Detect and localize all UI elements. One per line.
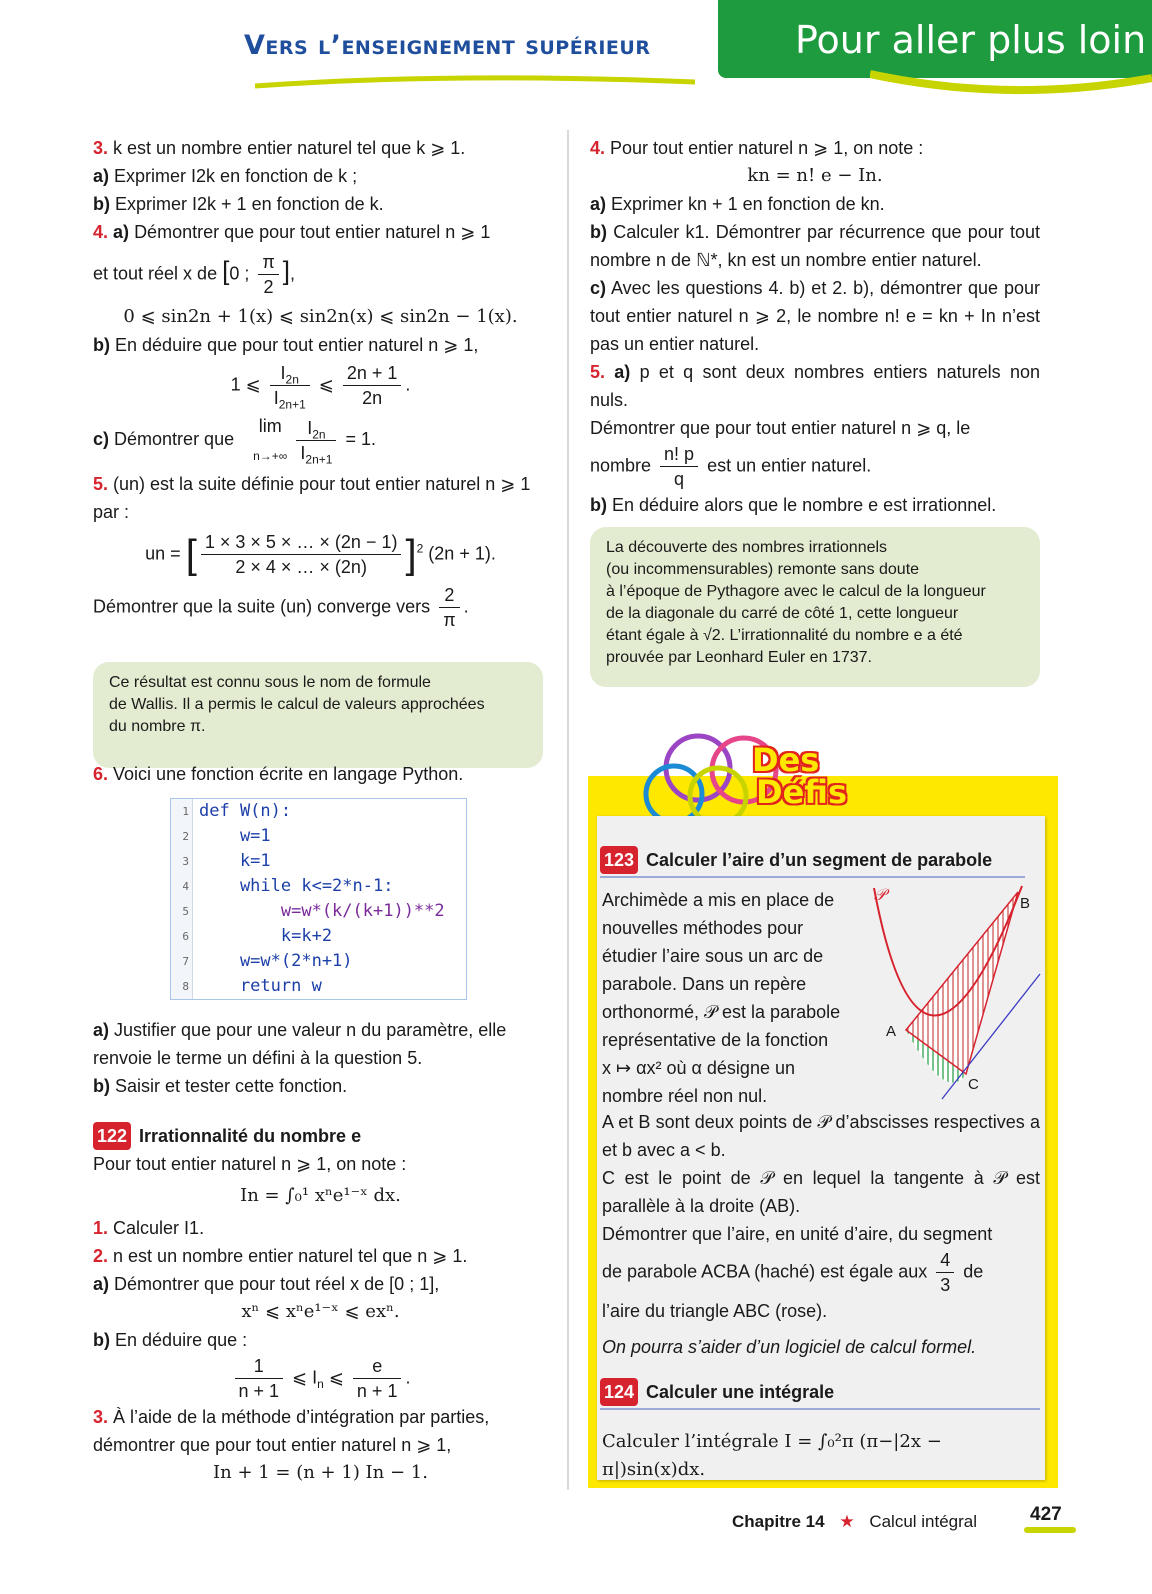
code-line: 5 w=w*(k/(k+1))**2 bbox=[171, 899, 466, 924]
left-column bbox=[93, 134, 548, 632]
e1: 1. Calculer I1. bbox=[93, 1218, 205, 1238]
label-A: A bbox=[886, 1023, 897, 1040]
code-line: 4 while k<=2*n-1: bbox=[171, 874, 466, 899]
e2b-ineq: $\frac{1}{n + 1}$ ⩽ $I_n$ ⩽ $\frac{e}{n + 1}$ . bbox=[93, 1354, 548, 1403]
right-column bbox=[590, 134, 1040, 519]
r5a: 5. a) p et q sont deux nombres entiers naturels non nuls. bbox=[590, 362, 1040, 410]
header-swoosh bbox=[250, 64, 700, 94]
q4b: b) En déduire que pour tout entier naturel n ⩾ 1, bbox=[93, 335, 479, 355]
code-line: 3 k=1 bbox=[171, 849, 466, 874]
banner-swoosh bbox=[870, 64, 1152, 104]
code-line: 2 w=1 bbox=[171, 824, 466, 849]
ex124-body: Calculer l’intégrale I = ∫₀²π (π−|2x − π|)sin(x)dx. bbox=[602, 1431, 942, 1480]
footer: Chapitre 14 ★ Calcul intégral bbox=[732, 1512, 978, 1531]
r5a2: Démontrer que pour tout entier naturel n ⩾ q, le bbox=[590, 418, 971, 438]
parabola-figure bbox=[862, 884, 1042, 1104]
q3a: a) Exprimer I2k en fonction de k ; bbox=[93, 166, 358, 186]
r5b: b) En déduire alors que le nombre e est irrationnel. bbox=[590, 495, 997, 515]
label-P: 𝒫 bbox=[874, 887, 886, 904]
q4b-ineq: 1 ⩽ $\frac{I_{2n}}{I_{2n+1}}$ ⩽ $\frac{2n + 1}{2n}$ . bbox=[230, 363, 411, 412]
r4-def: kn = n! e − In. bbox=[747, 165, 883, 186]
q6b: b) Saisir et tester cette fonction. bbox=[93, 1076, 348, 1096]
ex123-body: Archimède a mis en place de nouvelles méthodes pour étudier l’aire sous un arc de parabole. Dans un repère orthonormé, 𝒫 est la parabole représentative de la fonction x ↦ αx² où α désigne un nombre réel non nul. bbox=[602, 890, 841, 1106]
column-divider bbox=[567, 130, 569, 1490]
q3: 3. k est un nombre entier naturel tel que k ⩾ 1. bbox=[93, 138, 466, 158]
ex122-def: In = ∫₀¹ xⁿe¹⁻ˣ dx. bbox=[240, 1185, 401, 1206]
banner-title: Pour aller plus loin bbox=[795, 18, 1147, 62]
q6: 6. Voici une fonction écrite en langage Python. bbox=[93, 764, 464, 784]
ex122-intro: Pour tout entier naturel n ⩾ 1, on note : bbox=[93, 1154, 407, 1174]
section-title: Vers l’enseignement supérieur bbox=[244, 30, 651, 61]
note-wallis: Ce résultat est connu sous le nom de formule de Wallis. Il a permis le calcul de valeurs approchées du nombre π. bbox=[93, 662, 543, 768]
e2a-ineq: xⁿ ⩽ xⁿe¹⁻ˣ ⩽ exⁿ. bbox=[241, 1301, 400, 1322]
label-C: C bbox=[968, 1076, 979, 1093]
r4a: a) Exprimer kn + 1 en fonction de kn. bbox=[590, 194, 885, 214]
q6a: a) Justifier que pour une valeur n du paramètre, elle renvoie le terme un défini à la question 5. bbox=[93, 1020, 507, 1068]
q5-formula: un = [ $\frac{1 \times 3 \times 5 \times \dots \times (2n - 1)}{2 \times 4 \times \dots \times (2n)}$ ]$^2$ (2n + 1). bbox=[145, 532, 496, 577]
defis-logo-text: Des Défis bbox=[752, 741, 848, 811]
q5: 5. (un) est la suite définie pour tout entier naturel n ⩾ 1 par : bbox=[93, 474, 531, 522]
e2b: b) En déduire que : bbox=[93, 1330, 248, 1350]
page-number-underline bbox=[1024, 1527, 1076, 1533]
page-number: 427 bbox=[1030, 1504, 1062, 1525]
e2a: a) Démontrer que pour tout réel x de [0 ; 1], bbox=[93, 1274, 440, 1294]
q4c: c) Démontrer que lim n→+∞ $\frac{I_{2n}}{I_{2n+1}}$ = 1. bbox=[93, 416, 376, 467]
ex124-title: 124 Calculer une intégrale bbox=[600, 1378, 1040, 1410]
r4b: b) Calculer k1. Démontrer par récurrence que pour tout nombre n de ℕ*, kn est un nombre entier naturel. bbox=[590, 222, 1040, 270]
code-line: 1 def W(n): bbox=[171, 799, 466, 824]
q3b: b) Exprimer I2k + 1 en fonction de k. bbox=[93, 194, 384, 214]
r4c: c) Avec les questions 4. b) et 2. b), démontrer que pour tout entier naturel n ⩾ 2, le nombre n! e = kn + In n’est pas un entier naturel. bbox=[590, 278, 1041, 354]
e3: 3. À l’aide de la méthode d’intégration par parties, démontrer que pour tout entier naturel n ⩾ 1, bbox=[93, 1407, 490, 1455]
q4a: 4. a) Démontrer que pour tout entier naturel n ⩾ 1 bbox=[93, 222, 491, 242]
e2: 2. n est un nombre entier naturel tel que n ⩾ 1. bbox=[93, 1246, 468, 1266]
ex123-title: 123 Calculer l’aire d’un segment de parabole bbox=[600, 846, 1025, 878]
exercise-122 bbox=[93, 1122, 548, 1487]
r5a3: nombre $\frac{n! p}{q}$ est un entier naturel. bbox=[590, 444, 872, 489]
q5-converge: Démontrer que la suite (un) converge vers $\frac{2}{\pi}$ . bbox=[93, 585, 469, 630]
code-line: 7 w=w*(2*n+1) bbox=[171, 949, 466, 974]
e3-eq: In + 1 = (n + 1) In − 1. bbox=[213, 1462, 428, 1483]
label-B: B bbox=[1020, 895, 1031, 912]
ex122-title: 122 Irrationnalité du nombre e bbox=[93, 1122, 548, 1150]
q4a-interval: et tout réel x de [0 ; $\frac{\pi}{2}$ ], bbox=[93, 252, 296, 297]
code-line: 6 k=k+2 bbox=[171, 924, 466, 949]
q6-parts bbox=[93, 1016, 548, 1100]
python-code bbox=[170, 798, 467, 1000]
code-line: 8 return w bbox=[171, 974, 466, 999]
ex123-rest: A et B sont deux points de 𝒫 d’abscisses respectives a et b avec a < b. C est le point de 𝒫 en lequel la tangente à 𝒫 est parallèle à la droite (AB). Démontrer que l’aire, en unité d’aire, du segment de parabole ACBA (haché) est égale aux $\frac{4}{3}$ de l’aire du triangle ABC (rose). On pourra s’aider d’un logiciel de calcul formel. bbox=[602, 1112, 1040, 1357]
q4a-inequality: 0 ⩽ sin2n + 1(x) ⩽ sin2n(x) ⩽ sin2n − 1(x). bbox=[123, 306, 518, 327]
r4: 4. Pour tout entier naturel n ⩾ 1, on note : bbox=[590, 138, 924, 158]
note-irrational: La découverte des nombres irrationnels (ou incommensurables) remonte sans doute à l’époque de Pythagore avec le calcul de la longueur de la diagonale du carré de côté 1, cette longueur étant égale à √2. L’irrationnalité du nombre e a été prouvée par Leonhard Euler en 1737. bbox=[590, 527, 1040, 687]
